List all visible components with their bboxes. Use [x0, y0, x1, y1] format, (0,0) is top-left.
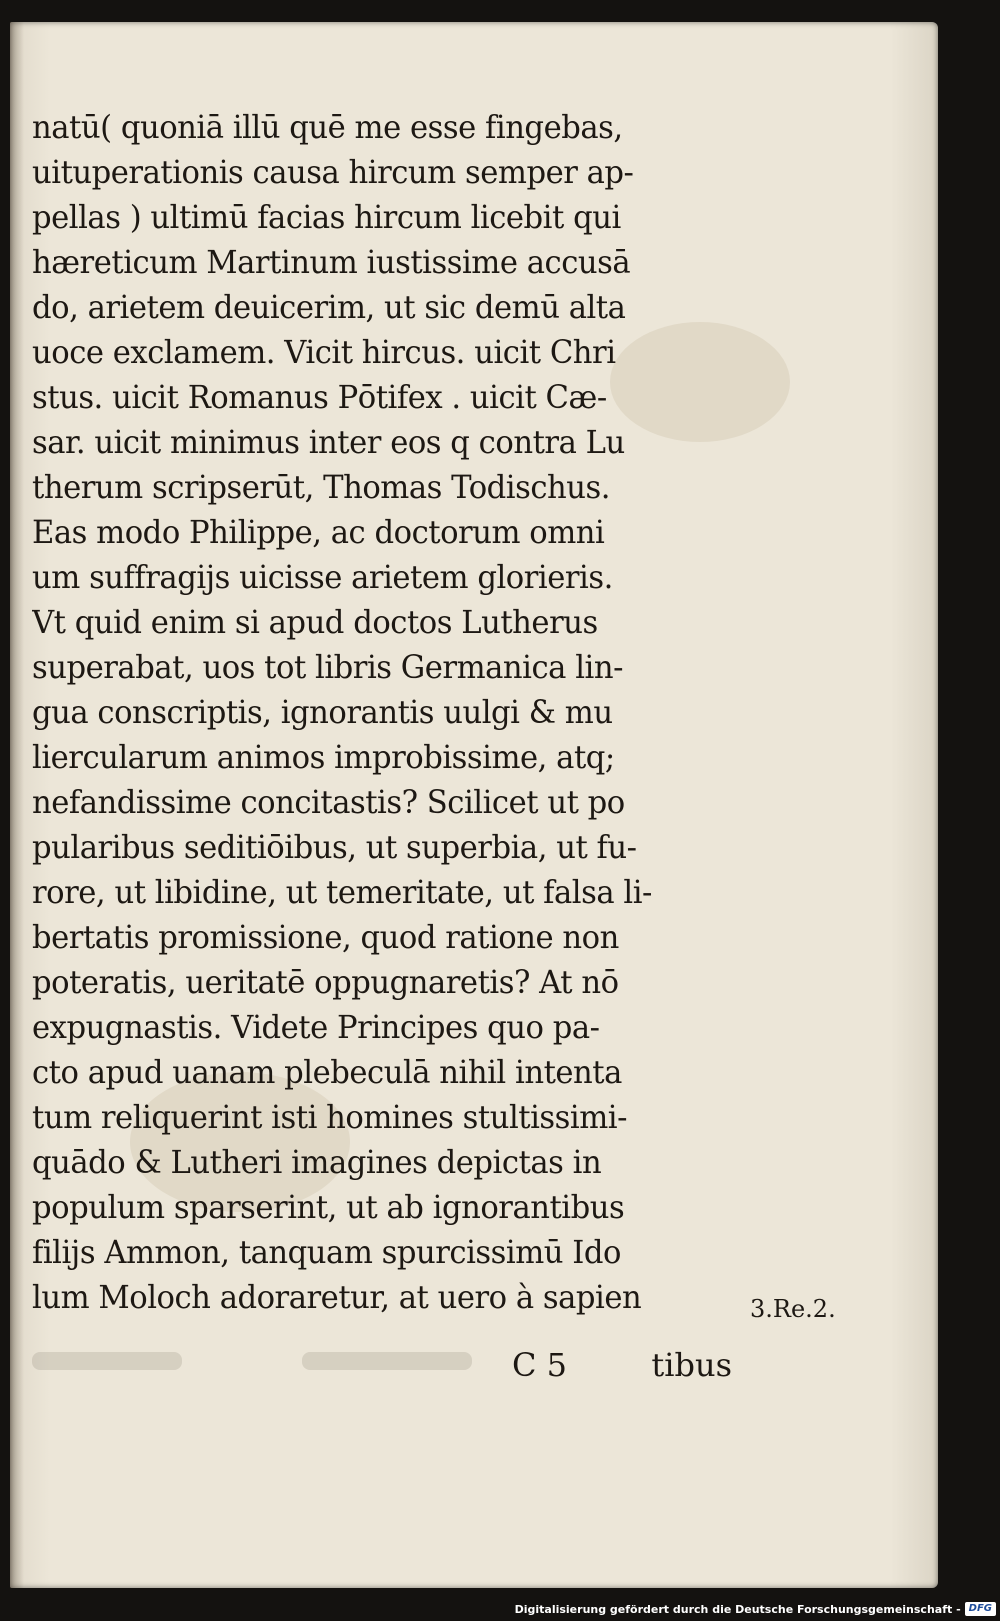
text-line: hæreticum Martinum iustissime accusā [32, 243, 631, 281]
text-line: uoce exclamem. Vicit hircus. uicit Chri [32, 333, 616, 371]
text-line: nefandissime concitastis? Scilicet ut po [32, 783, 625, 821]
text-line: natū( quoniā illū quē me esse fingebas, [32, 108, 623, 146]
text-line: uituperationis causa hircum semper ap- [32, 153, 634, 191]
text-line: lum Moloch adoraretur, at uero à sapien [32, 1278, 642, 1316]
main-text-block [32, 105, 732, 1320]
marginal-note: 3.Re.2. [750, 1295, 836, 1323]
book-page [10, 22, 938, 1588]
page-catchline [32, 1343, 732, 1388]
text-line: filijs Ammon, tanquam spurcissimū Ido [32, 1233, 622, 1271]
text-line: um suffragijs uicisse arietem glorieris. [32, 558, 613, 596]
catchword: tibus [651, 1346, 732, 1384]
footer-bar [515, 1600, 996, 1618]
text-line: Eas modo Philippe, ac doctorum omni [32, 513, 605, 551]
text-line: quādo & Lutheri imagines depictas in [32, 1143, 602, 1181]
text-line: tum reliquerint isti homines stultissimi- [32, 1098, 627, 1136]
text-line: liercularum animos improbissime, atq; [32, 738, 615, 776]
signature-mark: C 5 [512, 1346, 568, 1384]
text-line: poteratis, ueritatē oppugnaretis? At nō [32, 963, 619, 1001]
text-line: superabat, uos tot libris Germanica lin- [32, 648, 623, 686]
text-line: pularibus seditiōibus, ut superbia, ut fu- [32, 828, 637, 866]
text-line: populum sparserint, ut ab ignorantibus [32, 1188, 625, 1226]
text-line: expugnastis. Videte Principes quo pa- [32, 1008, 600, 1046]
text-line: rore, ut libidine, ut temeritate, ut falsa li- [32, 873, 652, 911]
dfg-logo: DFG [965, 1602, 996, 1616]
text-line: therum scripserūt, Thomas Todischus. [32, 468, 611, 506]
text-line: bertatis promissione, quod ratione non [32, 918, 619, 956]
text-line: cto apud uanam plebeculā nihil intenta [32, 1053, 622, 1091]
text-line: stus. uicit Romanus Pōtifex . uicit Cæ- [32, 378, 607, 416]
text-line: pellas ) ultimū facias hircum licebit qui [32, 198, 621, 236]
text-line: do, arietem deuicerim, ut sic demū alta [32, 288, 626, 326]
text-line: Vt quid enim si apud doctos Lutherus [32, 603, 598, 641]
funding-notice: Digitalisierung gefördert durch die Deutsche Forschungsgemeinschaft - [514, 1602, 961, 1616]
text-line: gua conscriptis, ignorantis uulgi & mu [32, 693, 613, 731]
text-line: sar. uicit minimus inter eos q contra Lu [32, 423, 625, 461]
